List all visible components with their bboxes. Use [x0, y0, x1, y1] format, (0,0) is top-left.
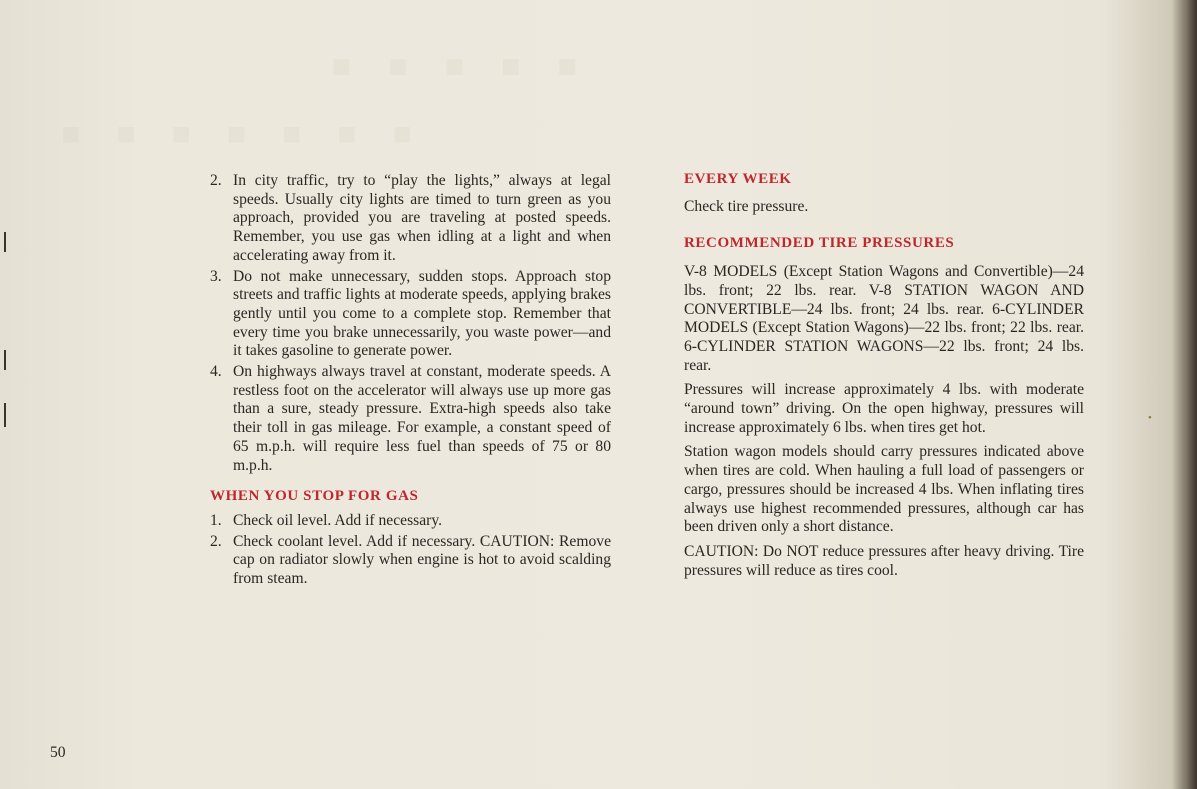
- list-item: [210, 533, 611, 589]
- page-edge-shadow: [1171, 0, 1197, 789]
- margin-mark: [4, 350, 6, 370]
- page-number: 50: [50, 744, 66, 761]
- paragraph: CAUTION: Do NOT reduce pressures after heavy driving. Tire pressures will reduce as tires cool.: [684, 542, 1084, 579]
- paragraph: Pressures will increase approximately 4 lbs. with moderate “around town” driving. On the open highway, pressures will increase approximately 6 lbs. when tires get hot.: [684, 381, 1084, 436]
- paper-speck: •: [1148, 412, 1152, 424]
- list-item: [210, 268, 611, 362]
- list-item: [210, 512, 611, 531]
- paragraph: Station wagon models should carry pressures indicated above when tires are cold. When hauling a full load of passengers or cargo, pressures should be increased 4 lbs. When inflating tires always use highest recommended pressures, although car has been driven only a short distance.: [684, 443, 1084, 536]
- list-number: 2.: [210, 532, 222, 550]
- right-column: [684, 170, 1084, 586]
- section-heading-week: EVERY WEEK: [684, 171, 792, 187]
- list-text: In city traffic, try to “play the lights,” always at legal speeds. Usually city lights are timed to turn green as you approach, provided you are traveling at posted speeds. Remember, you use gas when idling at a light and when accelerating away from it.: [233, 172, 611, 264]
- bleed-through-decoration: ▪ ▪ ▪ ▪ ▪: [330, 29, 587, 101]
- week-text: Check tire pressure.: [684, 197, 809, 215]
- bleed-through-decoration: ▪ ▪ ▪ ▪ ▪ ▪ ▪: [60, 99, 422, 168]
- list-text: Check oil level. Add if necessary.: [233, 511, 443, 529]
- section-heading-tire-pressures: RECOMMENDED TIRE PRESSURES: [684, 235, 955, 252]
- left-column: [210, 172, 611, 591]
- list-text: Check coolant level. Add if necessary. CAUTION: Remove cap on radiator slowly when engine is hot to avoid scalding from steam.: [233, 532, 611, 588]
- section-heading-gas: WHEN YOU STOP FOR GAS: [210, 488, 419, 505]
- list-item: [210, 363, 611, 475]
- list-text: Do not make unnecessary, sudden stops. Approach stop streets and traffic lights at moderate speeds, applying brakes gently until you come to a complete stop. Remember that every time you brake unnecessarily, you waste power—and it takes gasoline to generate power.: [233, 267, 611, 360]
- list-number: 2.: [210, 172, 222, 189]
- margin-mark: [4, 403, 6, 427]
- list-number: 3.: [210, 267, 222, 285]
- margin-mark: [4, 232, 6, 252]
- list-text: On highways always travel at constant, moderate speeds. A restless foot on the accelerator will always use up more gas than a sure, steady pressure. Extra-high speeds also take their toll in gas mileage. For example, a constant speed of 65 m.p.h. will require less fuel than speeds of 75 or 80 m.p.h.: [233, 363, 611, 474]
- list-item: [210, 172, 611, 266]
- list-number: 4.: [210, 363, 222, 381]
- paragraph: V-8 MODELS (Except Station Wagons and Convertible)—24 lbs. front; 22 lbs. rear. V-8 STATION WAGON AND CONVERTIBLE—24 lbs. front; 24 lbs. rear. 6-CYLINDER MODELS (Except Station Wagons)—22 lbs. front; 22 lbs. rear. 6-CYLINDER STATION WAGONS—22 lbs. front; 24 lbs. rear.: [684, 263, 1084, 374]
- list-number: 1.: [210, 511, 222, 529]
